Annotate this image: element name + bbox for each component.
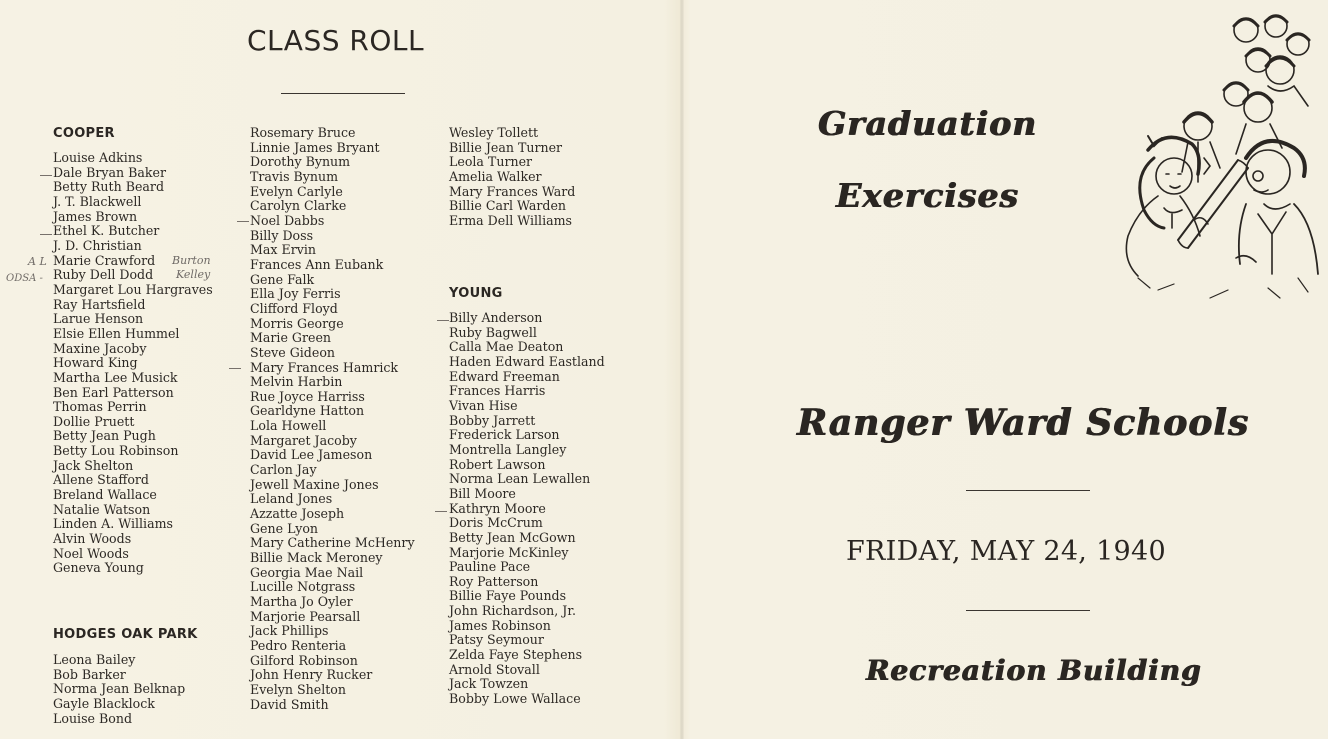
cooper-name-list — [53, 151, 213, 576]
graduate-name: Billie Carl Warden — [449, 198, 567, 214]
graduate-name: Gilford Robinson — [250, 652, 358, 668]
graduate-name: Frances Ann Eubank — [250, 256, 384, 272]
pencil-margin-note: A L — [28, 255, 47, 268]
graduate-name: Azzatte Joseph — [250, 506, 345, 522]
graduate-name: Morris George — [250, 315, 344, 331]
graduate-name: James Brown — [53, 208, 138, 224]
graduate-name: David Lee Jameson — [250, 447, 373, 463]
school-divider — [966, 490, 1090, 491]
graduate-name: Edward Freeman — [449, 368, 560, 384]
section-heading-hodges-oak-park: HODGES OAK PARK — [53, 627, 198, 642]
pencil-tick — [435, 511, 447, 512]
graduate-name: Billy Doss — [250, 227, 314, 243]
graduate-name: Ella Joy Ferris — [250, 286, 341, 302]
graduate-name: Max Ervin — [250, 242, 316, 258]
graduate-name: Betty Jean McGown — [449, 529, 576, 545]
graduate-name: Jack Shelton — [53, 457, 134, 473]
graduate-name: Arnold Stovall — [449, 661, 540, 677]
graduate-name: Louise Bond — [53, 710, 133, 726]
column-two-name-list — [250, 126, 415, 712]
graduate-name: Billie Faye Pounds — [449, 588, 567, 604]
graduate-name: Natalie Watson — [53, 501, 151, 517]
graduate-name: Maxine Jacoby — [53, 340, 147, 356]
graduate-name: Jack Towzen — [449, 676, 529, 692]
graduate-name: Lucille Notgrass — [250, 579, 356, 595]
graduation-heading: Graduation — [818, 104, 1038, 143]
section-heading-cooper: COOPER — [53, 126, 115, 141]
graduate-name: Noel Dabbs — [250, 212, 325, 228]
graduate-name: Robert Lawson — [449, 456, 546, 472]
graduate-name: Pedro Renteria — [250, 637, 347, 653]
graduate-name: Norma Lean Lewallen — [449, 471, 591, 487]
graduate-name: Linnie James Bryant — [250, 139, 380, 155]
graduate-name: Pauline Pace — [449, 559, 531, 575]
section-heading-young: YOUNG — [449, 286, 503, 301]
graduate-name: Rue Joyce Harriss — [250, 388, 365, 404]
graduate-name: Betty Ruth Beard — [53, 179, 165, 195]
graduate-name: Dale Bryan Baker — [53, 164, 166, 180]
graduate-name: Martha Jo Oyler — [250, 594, 353, 609]
graduate-name: Noel Woods — [53, 545, 129, 561]
graduate-name: Bob Barker — [53, 666, 126, 682]
class-roll-title: CLASS ROLL — [247, 24, 425, 57]
center-fold — [680, 0, 684, 739]
graduate-name: Clifford Floyd — [250, 300, 338, 316]
graduate-name: Travis Bynum — [250, 168, 339, 184]
graduate-name: Leland Jones — [250, 491, 333, 507]
graduate-name: Ray Hartsfield — [53, 296, 146, 312]
pencil-tick — [229, 368, 241, 369]
graduate-name: Vivan Hise — [449, 397, 518, 413]
column-three-name-list — [449, 126, 575, 229]
graduate-name: Bill Moore — [449, 485, 516, 501]
graduate-name: Steve Gideon — [250, 344, 336, 360]
graduate-name: Martha Lee Musick — [53, 369, 178, 385]
graduate-name: Billie Jean Turner — [449, 139, 563, 155]
graduates-crowd-illustration-icon — [1118, 8, 1323, 308]
graduate-name: Dorothy Bynum — [250, 154, 351, 170]
graduate-name: Jewell Maxine Jones — [250, 476, 379, 492]
graduate-name: J. T. Blackwell — [53, 193, 142, 209]
graduate-name: Betty Lou Robinson — [53, 443, 179, 459]
graduate-name: Mary Frances Ward — [449, 183, 576, 199]
graduate-name: Marjorie Pearsall — [250, 608, 361, 624]
graduate-name: Geneva Young — [53, 560, 144, 576]
graduate-name: Mary Catherine McHenry — [250, 535, 415, 551]
young-name-list — [449, 311, 605, 707]
graduate-name: Ruby Bagwell — [449, 324, 537, 340]
event-date: FRIDAY, MAY 24, 1940 — [846, 536, 1166, 567]
graduate-name: Larue Henson — [53, 311, 144, 327]
graduate-name: Frederick Larson — [449, 427, 560, 443]
graduate-name: Carolyn Clarke — [250, 198, 347, 214]
date-divider — [966, 610, 1090, 611]
graduate-name: Howard King — [53, 355, 138, 371]
pencil-tick — [437, 320, 449, 321]
graduate-name: Dollie Pruett — [53, 413, 135, 429]
pencil-tick — [40, 175, 52, 176]
graduate-name: Marjorie McKinley — [449, 544, 569, 560]
graduate-name: Wesley Tollett — [449, 125, 539, 140]
graduate-name: Patsy Seymour — [449, 632, 544, 648]
graduate-name: Lola Howell — [250, 418, 327, 434]
title-divider — [281, 93, 405, 94]
graduate-name: James Robinson — [449, 617, 551, 633]
graduate-name: Elsie Ellen Hummel — [53, 325, 180, 341]
graduate-name: Evelyn Shelton — [250, 681, 346, 697]
graduate-name: Gearldyne Hatton — [250, 403, 365, 419]
graduate-name: Melvin Harbin — [250, 374, 343, 390]
graduate-name: Billie Mack Meroney — [250, 550, 383, 566]
graduate-name: Doris McCrum — [449, 515, 543, 531]
graduate-name: Ben Earl Patterson — [53, 384, 174, 400]
graduate-name: Breland Wallace — [53, 487, 157, 503]
graduate-name: Norma Jean Belknap — [53, 681, 186, 697]
graduate-name: Allene Stafford — [53, 472, 149, 488]
pencil-margin-note: ODSA - — [6, 273, 43, 284]
graduate-name: Rosemary Bruce — [250, 125, 356, 140]
graduate-name: Amelia Walker — [449, 168, 542, 184]
graduate-name: David Smith — [250, 696, 329, 712]
graduate-name: Kathryn Moore — [449, 500, 546, 516]
school-name: Ranger Ward Schools — [797, 402, 1250, 444]
graduate-name: Leola Turner — [449, 154, 533, 170]
graduate-name: Carlon Jay — [250, 462, 317, 478]
graduate-name: Marie Green — [250, 330, 332, 346]
graduate-name: John Richardson, Jr. — [449, 603, 576, 619]
graduate-name: Leona Bailey — [53, 652, 136, 667]
graduate-name: Mary Frances Hamrick — [250, 359, 399, 375]
graduate-name: Georgia Mae Nail — [250, 564, 364, 580]
graduate-name: J. D. Christian — [53, 237, 142, 253]
pencil-surname-note: Kelley — [176, 268, 211, 281]
graduate-name: Margaret Jacoby — [250, 432, 357, 448]
hodges-name-list — [53, 653, 185, 726]
graduate-name: Calla Mae Deaton — [449, 339, 564, 355]
graduate-name: Gene Falk — [250, 271, 315, 287]
graduate-name: Ruby Dell Dodd — [53, 267, 154, 283]
pencil-tick — [237, 221, 249, 222]
graduate-name: Marie Crawford — [53, 252, 156, 268]
graduate-name: Billy Anderson — [449, 310, 543, 325]
graduate-name: Thomas Perrin — [53, 399, 147, 415]
graduate-name: John Henry Rucker — [250, 667, 373, 683]
graduate-name: Roy Patterson — [449, 573, 539, 589]
graduate-name: Ethel K. Butcher — [53, 223, 160, 239]
graduate-name: Erma Dell Williams — [449, 212, 573, 228]
graduate-name: Margaret Lou Hargraves — [53, 281, 213, 297]
graduate-name: Bobby Lowe Wallace — [449, 691, 581, 707]
graduate-name: Gene Lyon — [250, 520, 319, 536]
graduate-name: Evelyn Carlyle — [250, 183, 343, 199]
pencil-tick — [40, 234, 52, 235]
exercises-heading: Exercises — [836, 176, 1019, 215]
graduate-name: Bobby Jarrett — [449, 412, 536, 428]
graduate-name: Zelda Faye Stephens — [449, 647, 583, 663]
graduate-name: Betty Jean Pugh — [53, 428, 156, 444]
graduate-name: Jack Phillips — [250, 623, 329, 639]
graduate-name: Montrella Langley — [449, 441, 567, 457]
pencil-surname-note: Burton — [172, 254, 211, 267]
venue-name: Recreation Building — [866, 654, 1202, 687]
graduate-name: Louise Adkins — [53, 150, 143, 165]
graduate-name: Haden Edward Eastland — [449, 353, 605, 369]
graduate-name: Linden A. Williams — [53, 516, 173, 532]
graduate-name: Alvin Woods — [53, 531, 132, 547]
graduate-name: Frances Harris — [449, 383, 546, 399]
graduate-name: Gayle Blacklock — [53, 695, 155, 711]
